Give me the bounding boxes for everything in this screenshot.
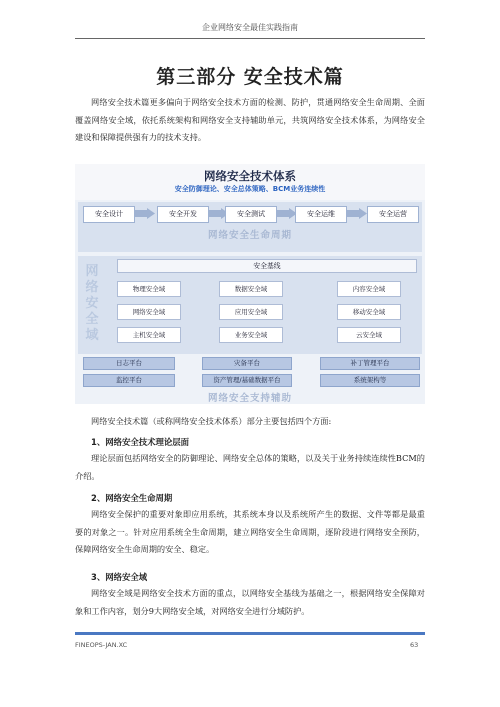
lifecycle-label: 网络安全生命周期	[207, 230, 292, 241]
support-platform-box: 系统架构等	[320, 374, 420, 387]
domain-box: 主机安全域	[117, 327, 181, 343]
body-paragraph: 网络安全域是网络安全技术方面的重点，以网络安全基线为基础之一，根据网络安全保障对象和工作内容，划分9大网络安全域，对网络安全进行分域防护。	[75, 588, 425, 616]
arrow-right-icon	[135, 208, 155, 219]
body-paragraph: 网络安全技术篇（或称网络安全技术体系）部分主要包括四个方面:	[91, 416, 332, 426]
lifecycle-stage: 安全开发	[157, 206, 209, 223]
support-label: 网络安全支持辅助	[207, 393, 292, 404]
arrow-right-icon	[347, 208, 367, 219]
domain-box: 数据安全域	[219, 281, 283, 297]
baseline-bar: 安全基线	[117, 259, 417, 273]
domain-box: 应用安全域	[219, 304, 283, 320]
figure-subtitle: 安全防御理论、安全总体策略、BCM业务连续性	[174, 185, 326, 193]
support-platform-box: 日志平台	[83, 357, 175, 370]
domain-box: 网络安全域	[117, 304, 181, 320]
intro-paragraph: 网络安全技术篇更多偏向于网络安全技术方面的检测、防护，贯通网络安全生命周期、全面覆盖网络安全域，依托系统架构和网络安全支持辅助单元，共筑网络安全技术体系，为网络安全建设和保障提供强有力的技术支持。	[75, 97, 425, 142]
support-platform-box: 补丁管理平台	[320, 357, 420, 370]
lifecycle-stage: 安全运维	[295, 206, 347, 223]
security-framework-figure	[75, 164, 425, 404]
domain-vertical-label: 网络安全域	[85, 264, 99, 343]
lifecycle-stage: 安全运营	[367, 206, 419, 223]
support-platform-box: 灾备平台	[202, 357, 292, 370]
lifecycle-stage: 安全测试	[225, 206, 277, 223]
domain-box: 业务安全域	[219, 327, 283, 343]
section-heading: 3、网络安全域	[91, 572, 148, 582]
domain-box: 移动安全域	[337, 304, 401, 320]
domain-box: 物理安全域	[117, 281, 181, 297]
section-heading: 2、网络安全生命周期	[91, 493, 173, 503]
footer-left-text: FINEOPS-JAN.XC	[75, 641, 128, 649]
domain-box: 云安全域	[337, 327, 401, 343]
footer-rule	[75, 632, 425, 635]
section-heading: 1、网络安全技术理论层面	[91, 437, 189, 447]
header-rule	[75, 38, 425, 39]
support-platform-box: 资产管理/基础数据平台	[202, 374, 292, 387]
support-platform-box: 监控平台	[83, 374, 175, 387]
lifecycle-stage: 安全设计	[83, 206, 135, 223]
running-header: 企业网络安全最佳实践指南	[202, 23, 298, 32]
page-title: 第三部分 安全技术篇	[156, 66, 344, 88]
domain-box: 内容安全域	[337, 281, 401, 297]
body-paragraph: 理论层面包括网络安全的防御理论、网络安全总体的策略，以及关于业务持续连续性BCM的介绍。	[75, 453, 425, 481]
page-number: 63	[410, 641, 419, 649]
figure-title: 网络安全技术体系	[204, 169, 296, 183]
body-paragraph: 网络安全保护的重要对象即应用系统，其系统本身以及系统所产生的数据、文件等都是最重要的对象之一。针对应用系统全生命周期，建立网络安全生命周期，逐阶段进行网络安全预防，保障网络安全生命周期的安全、稳定。	[75, 509, 425, 554]
arrow-right-icon	[277, 208, 297, 219]
